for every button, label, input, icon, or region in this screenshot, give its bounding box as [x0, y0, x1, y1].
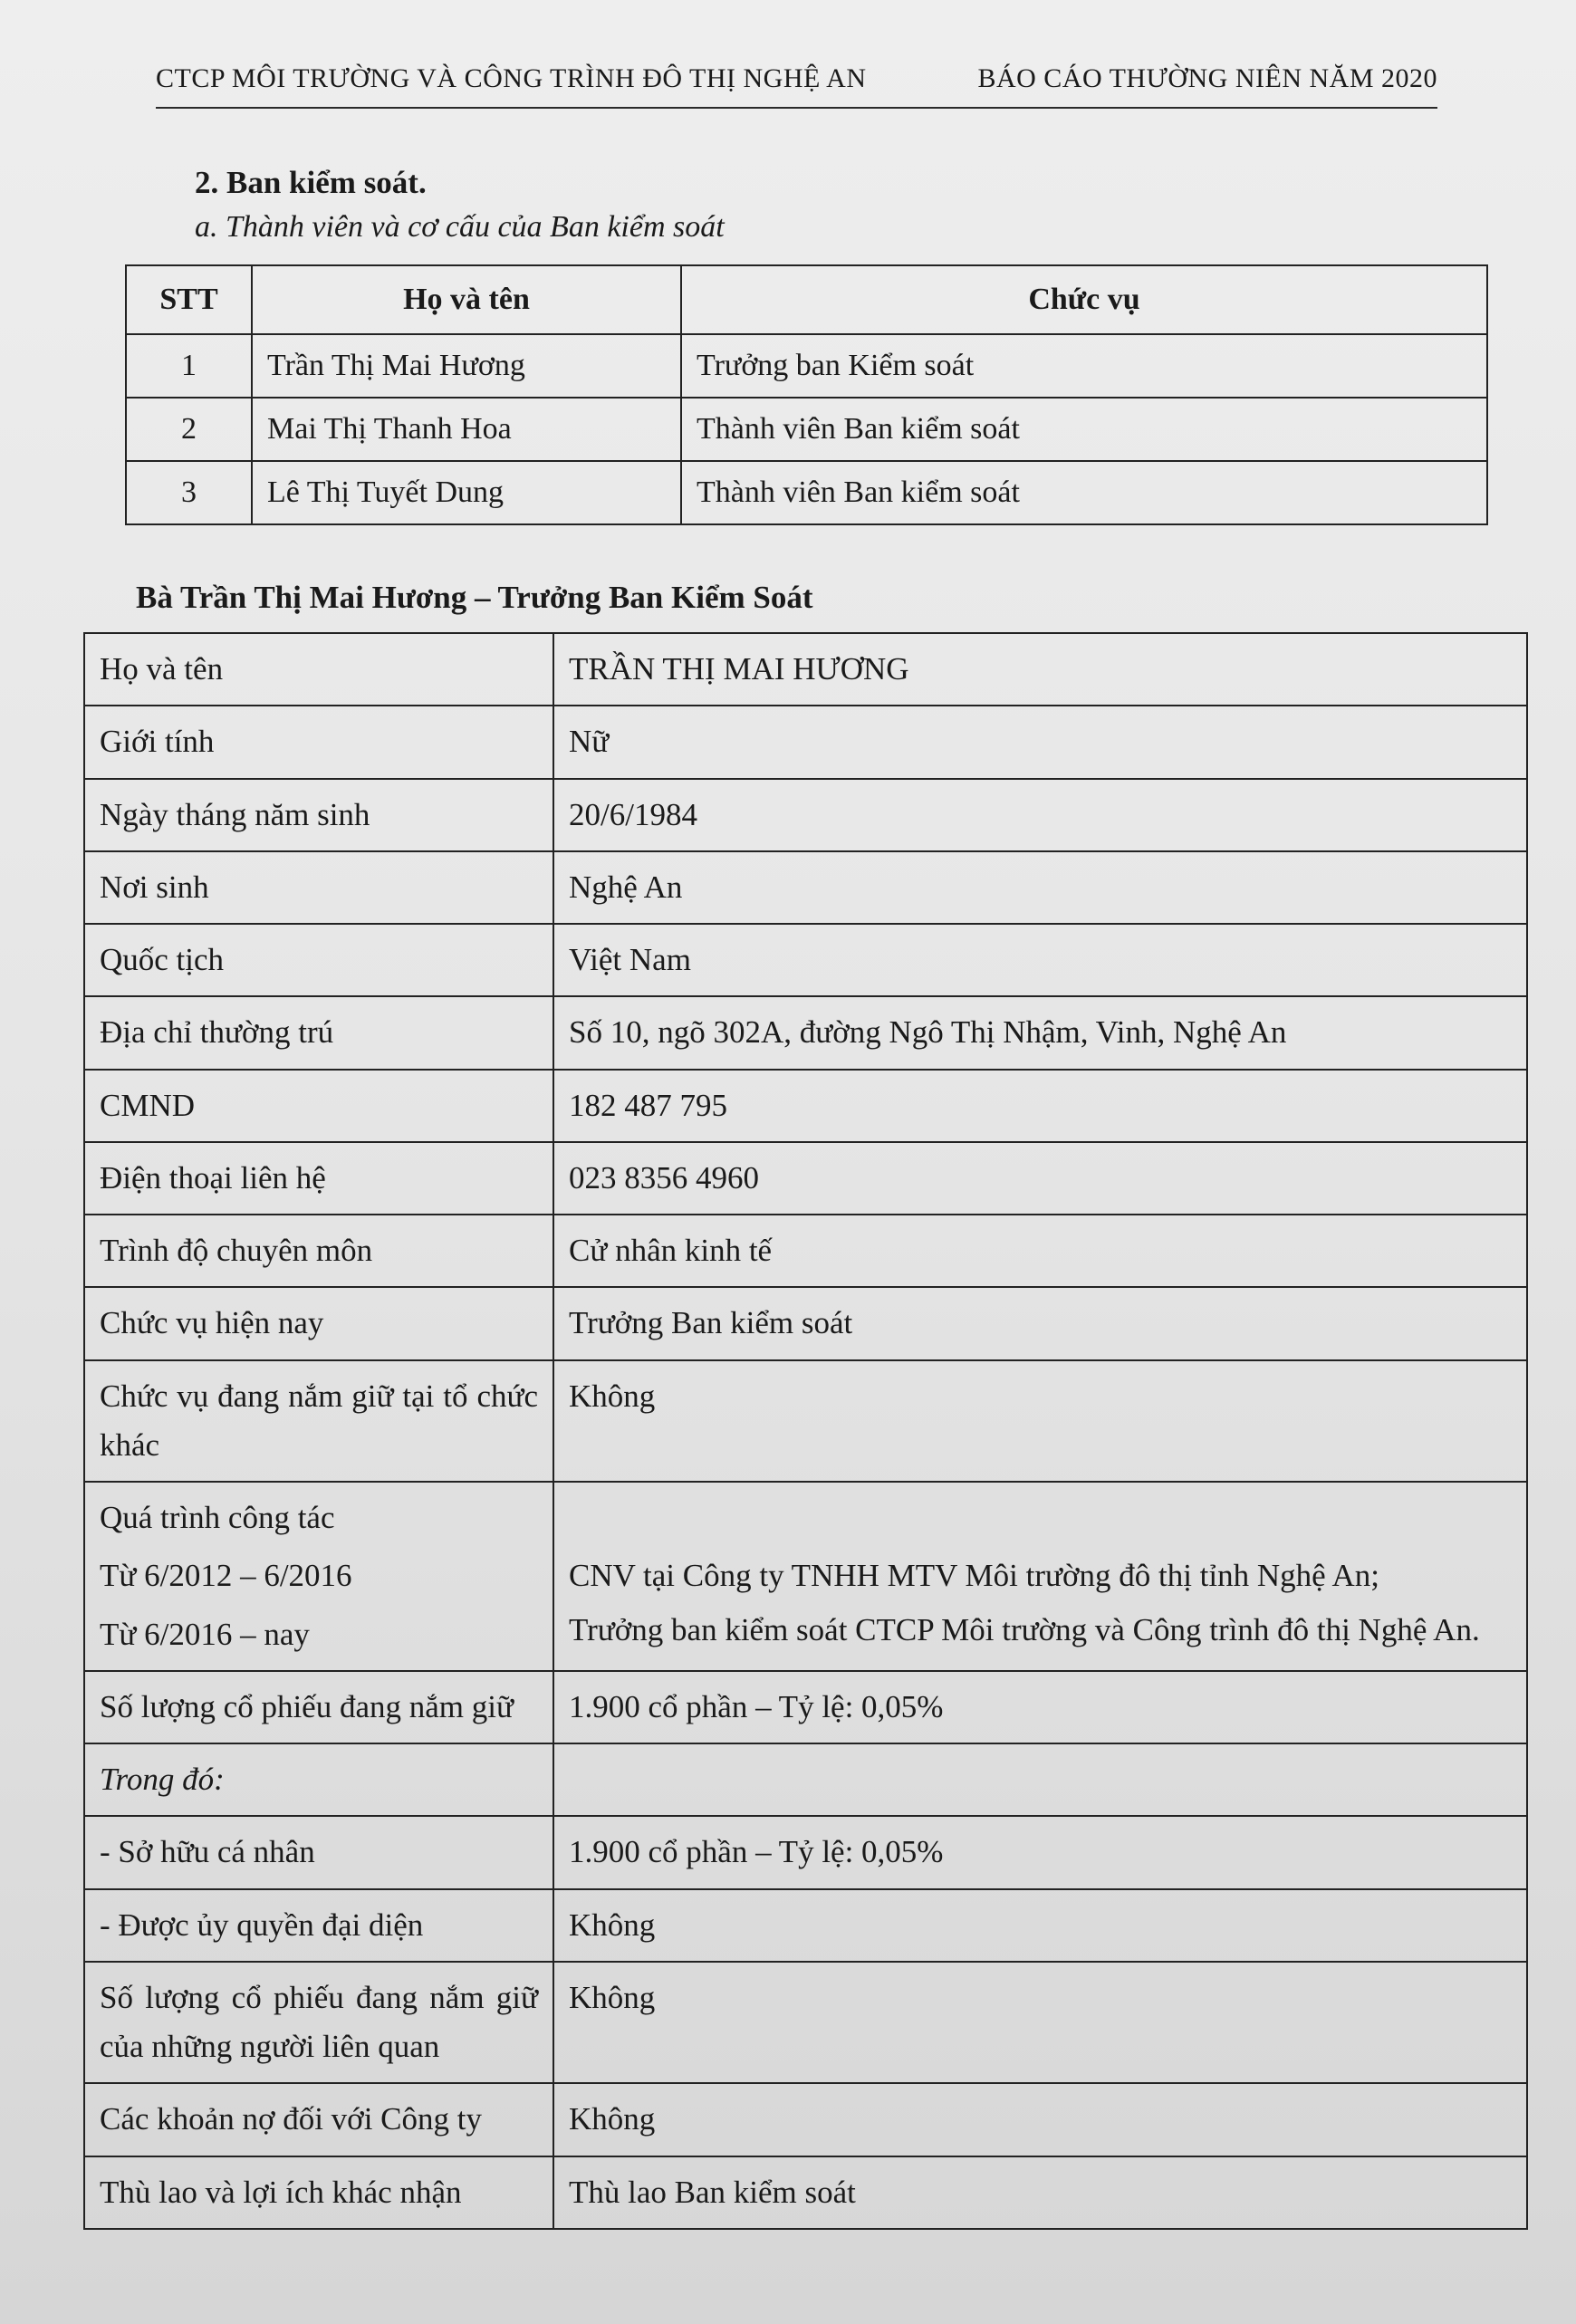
header-company: CTCP MÔI TRƯỜNG VÀ CÔNG TRÌNH ĐÔ THỊ NGHỆ AN	[156, 63, 867, 93]
header-report-title: BÁO CÁO THƯỜNG NIÊN NĂM 2020	[977, 63, 1437, 93]
field-label: - Sở hữu cá nhân	[84, 1816, 553, 1888]
field-label: Địa chỉ thường trú	[84, 996, 553, 1069]
members-table	[125, 264, 1488, 525]
field-label: Điện thoại liên hệ	[84, 1142, 553, 1215]
table-row	[84, 1142, 1527, 1215]
field-label: Quốc tịch	[84, 924, 553, 996]
field-label: Giới tính	[84, 706, 553, 778]
table-row	[84, 2156, 1527, 2229]
field-value: 1.900 cổ phần – Tỷ lệ: 0,05%	[553, 1816, 1527, 1888]
table-row	[84, 1816, 1527, 1888]
col-stt: STT	[126, 265, 252, 334]
field-label: Chức vụ đang nắm giữ tại tổ chức khác	[84, 1360, 553, 1483]
table-row	[84, 1671, 1527, 1743]
person-title: Bà Trần Thị Mai Hương – Trưởng Ban Kiểm Soát	[136, 580, 813, 615]
table-row	[84, 1889, 1527, 1962]
table-row	[84, 1743, 1527, 1816]
field-label: - Được ủy quyền đại diện	[84, 1889, 553, 1962]
table-row	[126, 461, 1487, 524]
career-period-1: Từ 6/2012 – 6/2016	[100, 1558, 352, 1594]
table-row	[84, 1215, 1527, 1287]
table-row	[84, 924, 1527, 996]
table-row	[84, 706, 1527, 778]
field-label: Chức vụ hiện nay	[84, 1287, 553, 1359]
field-value: 1.900 cổ phần – Tỷ lệ: 0,05%	[553, 1671, 1527, 1743]
table-row	[126, 334, 1487, 398]
field-label: Họ và tên	[84, 633, 553, 706]
career-detail-cell	[553, 1482, 1527, 1671]
field-value: Không	[553, 1889, 1527, 1962]
cell-position: Thành viên Ban kiểm soát	[681, 461, 1487, 524]
field-value: Nghệ An	[553, 851, 1527, 924]
career-period-2: Từ 6/2016 – nay	[100, 1616, 310, 1652]
table-row	[84, 851, 1527, 924]
cell-name: Lê Thị Tuyết Dung	[252, 461, 681, 524]
field-value: 182 487 795	[553, 1070, 1527, 1142]
col-position: Chức vụ	[681, 265, 1487, 334]
table-row	[84, 633, 1527, 706]
field-label: Trong đó:	[84, 1743, 553, 1816]
field-value: TRẦN THỊ MAI HƯƠNG	[553, 633, 1527, 706]
cell-stt: 1	[126, 334, 252, 398]
field-value: Trưởng Ban kiểm soát	[553, 1287, 1527, 1359]
career-label-cell	[84, 1482, 553, 1671]
table-row	[84, 2083, 1527, 2156]
field-value: Không	[553, 1962, 1527, 2084]
col-name: Họ và tên	[252, 265, 681, 334]
field-label: Trình độ chuyên môn	[84, 1215, 553, 1287]
cell-stt: 3	[126, 461, 252, 524]
career-label: Quá trình công tác	[100, 1500, 335, 1535]
cell-stt: 2	[126, 398, 252, 461]
field-value: Nữ	[553, 706, 1527, 778]
table-row	[84, 1070, 1527, 1142]
field-value: Số 10, ngõ 302A, đường Ngô Thị Nhậm, Vinh, Nghệ An	[553, 996, 1527, 1069]
field-label: Thù lao và lợi ích khác nhận	[84, 2156, 553, 2229]
table-row	[84, 1962, 1527, 2084]
table-row	[126, 398, 1487, 461]
field-value: Không	[553, 2083, 1527, 2156]
field-value: 20/6/1984	[553, 779, 1527, 851]
career-detail-1: CNV tại Công ty TNHH MTV Môi trường đô thị tỉnh Nghệ An;	[569, 1558, 1380, 1593]
cell-position: Thành viên Ban kiểm soát	[681, 398, 1487, 461]
table-row	[84, 996, 1527, 1069]
person-profile-table	[83, 632, 1528, 2230]
career-row	[84, 1482, 1527, 1671]
field-label: Nơi sinh	[84, 851, 553, 924]
field-value: Không	[553, 1360, 1527, 1483]
table-row	[84, 1360, 1527, 1483]
field-value	[553, 1743, 1527, 1816]
cell-name: Mai Thị Thanh Hoa	[252, 398, 681, 461]
section-title: 2. Ban kiểm soát.	[195, 165, 427, 200]
table-row	[84, 1287, 1527, 1359]
members-table-header	[126, 265, 1487, 334]
page-header	[156, 56, 1437, 109]
cell-name: Trần Thị Mai Hương	[252, 334, 681, 398]
cell-position: Trưởng ban Kiểm soát	[681, 334, 1487, 398]
field-label: Các khoản nợ đối với Công ty	[84, 2083, 553, 2156]
field-label: Số lượng cổ phiếu đang nắm giữ của những người liên quan	[84, 1962, 553, 2084]
field-label: CMND	[84, 1070, 553, 1142]
field-label: Số lượng cổ phiếu đang nắm giữ	[84, 1671, 553, 1743]
career-detail-2: Trưởng ban kiểm soát CTCP Môi trường và Công trình đô thị Nghệ An.	[569, 1612, 1480, 1648]
section-subtitle: a. Thành viên và cơ cấu của Ban kiểm soát	[195, 210, 725, 244]
field-value: Cử nhân kinh tế	[553, 1215, 1527, 1287]
field-value: 023 8356 4960	[553, 1142, 1527, 1215]
field-value: Thù lao Ban kiểm soát	[553, 2156, 1527, 2229]
field-value: Việt Nam	[553, 924, 1527, 996]
table-row	[84, 779, 1527, 851]
field-label: Ngày tháng năm sinh	[84, 779, 553, 851]
